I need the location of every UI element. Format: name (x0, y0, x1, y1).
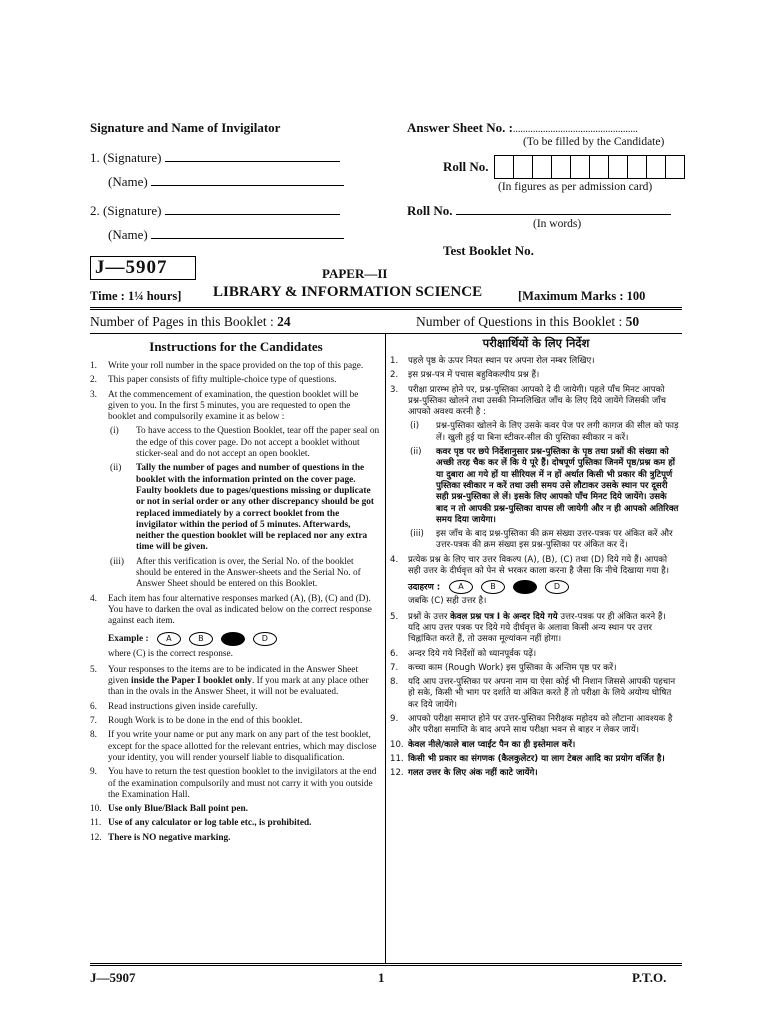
columns-top-divider (90, 333, 682, 334)
list-item: 7. कच्चा काम (Rough Work) इस पुस्तिका के अन्तिम पृष्ठ पर करें। (390, 662, 617, 673)
paper-code-box: J—5907 (90, 256, 196, 280)
footer-pto: P.T.O. (632, 970, 667, 985)
list-item: 3. परीक्षा प्रारम्भ होने पर, प्रश्न-पुस्तिका आपको दे दी जायेगी। पहले पाँच मिनट आपको प्रश्न-पुस्तिका खोलने तथा उसकी निम्नलिखित जाँच के लिए दिये जायेंगे जिसकी जाँच आपको अवश्य करनी है : (390, 384, 666, 418)
list-item: 5. Your responses to the items are to be indicated in the Answer Sheet given inside the Paper I booklet only. If you mark at any place other than in the ovals in the Answer Sheet, it will not be evaluated. (90, 664, 369, 698)
list-item: 12. There is NO negative marking. (90, 832, 231, 843)
signature-2-row (90, 203, 340, 219)
example-row (90, 632, 380, 646)
name-2-row (108, 227, 344, 243)
example-ovals-hindi (449, 580, 569, 594)
list-item: 6. Read instructions given inside carefully. (90, 701, 258, 712)
sub-item: (i) To have access to the Question Booklet, tear off the paper seal on the edge of this cover page. Do not accept a booklet without sticker-seal and do not accept an open booklet. (110, 426, 380, 460)
english-instructions-title: Instructions for the Candidates (149, 339, 323, 354)
example-note-hindi: जबकि (C) सही उत्तर है। (408, 596, 487, 607)
example-note: where (C) is the correct response. (108, 648, 233, 659)
list-item: 10. Use only Blue/Black Ball point pen. (90, 804, 248, 815)
sub-item: (i) प्रश्न-पुस्तिका खोलने के लिए उसके कवर पेज पर लगी कागज की सील को फाड़ लें। खुली हुई या बिना स्टीकर-सील की पुस्तिका स्वीकार न करें। (410, 421, 679, 443)
oval-d: D (545, 580, 569, 594)
time-label: Time : 1¼ hours] (90, 289, 182, 303)
answer-sheet-row (407, 120, 638, 136)
sub-item: (ii) कवर पृष्ठ पर छपे निर्देशानुसार प्रश्न-पुस्तिका के पृष्ठ तथा प्रश्नों की संख्या को अच्छी तरह चैक कर लें कि ये पूरे हैं। दोषपूर्ण पुस्तिका जिनमें पृष्ठ/प्रश्न कम हों या दुबारा आ गये हों या सीरियल में न हों अर्थात किसी भी प्रकार की त्रुटिपूर्ण पुस्तिका स्वीकार न करें तथा उसी समय उसे लौटाकर उसके स्थान पर दूसरी सही प्रश्न-पुस्तिका ले लें। इसके लिए आपको पाँच मिनट दिये जायेंगे। उसके बाद न तो आपकी प्रश्न-पुस्तिका वापस ली जायेगी और न ही आपको अतिरिक्त समय दिया जायेगा। (410, 447, 679, 525)
roll-no-label: Roll No. (443, 159, 489, 174)
name-2-field[interactable] (151, 238, 344, 239)
answer-sheet-label: Answer Sheet No. : (407, 120, 513, 135)
questions-label: Number of Questions in this Booklet : (416, 314, 623, 329)
sub-item: (ii) Tally the number of pages and number of questions in the booklet with the information printed on the cover page. Faulty booklets due to pages/questions missing or duplicate or not in serial order or any other discrepancy should be got replaced immediately by a correct booklet from the invigilator within the period of 5 minutes. Afterwards, neither the question booklet will be replaced nor any extra time will be given. (110, 463, 375, 553)
list-item: 8. यदि आप उत्तर-पुस्तिका पर अपना नाम या ऐसा कोई भी निशान जिससे आपकी पहचान हो सके, किसी भी भाग पर दर्शाते या अंकित करते हैं तो परीक्षा के लिये अयोग्य घोषित कर दिये जायेंगे। (390, 677, 676, 710)
list-item: 7. Rough Work is to be done in the end of this booklet. (90, 716, 303, 727)
pages-value: 24 (277, 314, 291, 329)
pages-count (90, 314, 291, 330)
list-item: 2. This paper consists of fifty multiple-choice type of questions. (90, 375, 337, 386)
sub-item: (iii) इस जाँच के बाद प्रश्न-पुस्तिका की क्रम संख्या उत्तर-पत्रक पर अंकित करें और उत्तर-पत्रक की क्रम संख्या इस प्रश्न-पुस्तिका पर अंकित कर दें। (410, 529, 673, 551)
oval-c-filled: C (513, 580, 537, 594)
answer-sheet-field[interactable]: .................................................. (512, 124, 638, 135)
list-item: 4. Each item has four alternative responses marked (A), (B), (C) and (D). You have to darken the oval as indicated below on the correct response against each item. (90, 593, 372, 627)
list-item: 5. प्रश्नों के उत्तर केवल प्रश्न पत्र I के अन्दर दिये गये उत्तर-पत्रक पर ही अंकित करने हैं। यदि आप उत्तर पत्रक पर दिये गये दीर्घवृत्त के अलावा किसी अन्य स्थान पर उत्तर चिह्नांकित करते हैं, तो उसका मूल्यांकन नहीं होगा। (390, 611, 666, 645)
roll-number-boxes[interactable] (494, 155, 685, 179)
list-item: 3. At the commencement of examination, the question booklet will be given to you. In the first 5 minutes, you are requested to open the booklet and compulsorily examine it as below : (90, 389, 359, 423)
name-1-field[interactable] (151, 185, 344, 186)
footer-page-number: 1 (378, 970, 385, 985)
column-divider (385, 333, 386, 963)
max-marks-label: [Maximum Marks : 100 (518, 289, 646, 303)
list-item: 9. You have to return the test question booklet to the invigilators at the end of the examination compulsorily and must not carry it with you outside the Examination Hall. (90, 767, 377, 800)
oval-b: B (189, 632, 213, 646)
list-item: 9. आपको परीक्षा समाप्त होने पर उत्तर-पुस्तिका निरीक्षक महोदय को लौटाना आवश्यक है और परीक्षा समाप्ति के बाद अपने साथ परीक्षा भवन से बाहर न लेकर जायें। (390, 714, 673, 736)
footer-divider (90, 963, 682, 966)
english-instructions (90, 361, 380, 847)
oval-c-filled: C (221, 632, 245, 646)
sub-item: (iii) After this verification is over, the Serial No. of the booklet should be entered in the Answer-sheets and the Serial No. of Answer Sheet should be entered on this Booklet. (110, 556, 361, 590)
signature-2-field[interactable] (165, 214, 340, 215)
list-item: 6. अन्दर दिये गये निर्देशों को ध्यानपूर्वक पढ़ें। (390, 648, 537, 659)
oval-a: A (157, 632, 181, 646)
example-label-hindi: उदाहरण : (408, 582, 441, 593)
name-2-label: (Name) (108, 227, 148, 242)
questions-value: 50 (625, 314, 640, 329)
oval-d: D (253, 632, 277, 646)
name-1-row (108, 174, 344, 190)
filled-by-note: (To be filled by the Candidate) (523, 136, 665, 148)
example-ovals (157, 632, 277, 646)
list-item: 2. इस प्रश्न-पत्र में पचास बहुविकल्पीय प्रश्न हैं। (390, 370, 540, 381)
roll-no-words-row (407, 203, 671, 219)
signature-1-label: 1. (Signature) (90, 150, 162, 165)
paper-label: PAPER—II (322, 266, 388, 281)
list-item: 4. प्रत्येक प्रश्न के लिए चार उत्तर विकल्प (A), (B), (C) तथा (D) दिये गये हैं। आपको सही उत्तर के दीर्घवृत्त को पेन से भरकर काला करना है जैसा कि नीचे दिखाया गया है। (390, 554, 669, 577)
test-booklet-label: Test Booklet No. (443, 243, 534, 258)
example-row-hindi (390, 580, 680, 594)
signature-1-row (90, 150, 340, 166)
list-item: 11. किसी भी प्रकार का संगणक (कैलकुलेटर) या लाग टेबल आदि का प्रयोग वर्जित है। (390, 753, 665, 764)
signature-2-label: 2. (Signature) (90, 203, 162, 218)
name-1-label: (Name) (108, 174, 148, 189)
example-label: Example : (108, 633, 149, 644)
hindi-instructions-title: परीक्षार्थियों के लिए निर्देश (482, 336, 590, 350)
list-item: 1. पहले पृष्ठ के ऊपर नियत स्थान पर अपना रोल नम्बर लिखिए। (390, 356, 595, 366)
list-item: 8. If you write your name or put any mark on any part of the test booklet, except for the space allotted for the relevant entries, which may disclose your identity, you will render yourself liable to disqualification. (90, 730, 377, 763)
list-item: 1. Write your roll number in the space provided on the top of this page. (90, 361, 364, 371)
footer-code: J—5907 (90, 970, 136, 985)
roll-no-words-label: Roll No. (407, 203, 453, 218)
header-divider (90, 307, 682, 310)
questions-count (416, 314, 639, 330)
in-words-note: (In words) (533, 218, 582, 230)
hindi-instructions (390, 356, 680, 783)
oval-b: B (481, 580, 505, 594)
list-item: 11. Use of any calculator or log table etc., is prohibited. (90, 818, 312, 829)
pages-label: Number of Pages in this Booklet : (90, 314, 274, 329)
oval-a: A (449, 580, 473, 594)
list-item: 12. गलत उत्तर के लिए अंक नहीं काटे जायेंगे। (390, 768, 538, 779)
subject-title: LIBRARY & INFORMATION SCIENCE (213, 284, 483, 300)
roll-no-words-field[interactable] (456, 214, 671, 215)
roll-figures-note: (In figures as per admission card) (498, 181, 653, 193)
invigilator-title: Signature and Name of Invigilator (90, 120, 281, 135)
list-item: 10. केवल नीले/काले बाल प्वाईंट पैन का ही इस्तेमाल करें। (390, 739, 576, 750)
signature-1-field[interactable] (165, 161, 340, 162)
